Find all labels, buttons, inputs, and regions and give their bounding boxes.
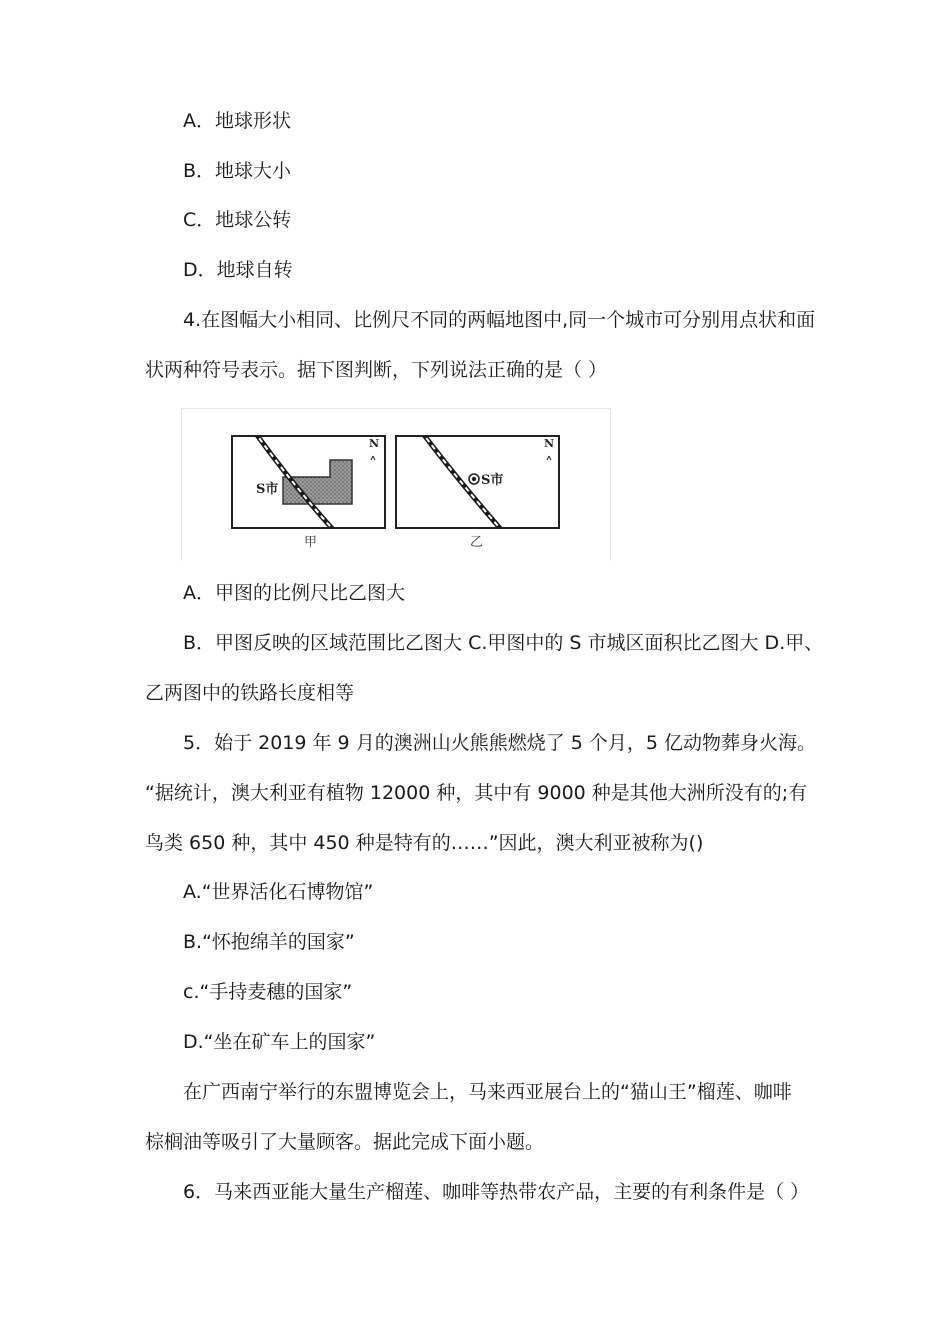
north-label-right: N [544, 437, 555, 450]
city-label-right: S市 [481, 473, 504, 488]
north-label-left: N [369, 437, 380, 450]
q5-option-d: D.“坐在矿车上的国家” [183, 1031, 376, 1053]
map-right-yi [396, 431, 559, 550]
q6-line1: 6．马来西亚能大量生产榴莲、咖啡等热带农产品，主要的有利条件是（ ） [183, 1181, 810, 1203]
q5-line2: “据统计，澳大利亚有植物 12000 种，其中有 9000 种是其他大洲所没有的;有 [145, 782, 808, 804]
q5-option-c: c.“手持麦穗的国家” [183, 981, 353, 1003]
map-left-jia [232, 431, 385, 550]
q4-stem-line1: 4.在图幅大小相同、比例尺不同的两幅地图中,同一个城市可分别用点状和面 [183, 309, 816, 331]
q5-line1: 5．始于 2019 年 9 月的澳洲山火熊熊燃烧了 5 个月，5 亿动物葬身火海。 [183, 732, 816, 754]
intro-line2: 棕榈油等吸引了大量顾客。据此完成下面小题。 [145, 1131, 545, 1153]
q3-option-d: D．地球自转 [183, 259, 293, 281]
city-label-left: S市 [256, 482, 279, 497]
q4-stem-line2: 状两种符号表示。据下图判断，下列说法正确的是（ ） [145, 359, 608, 381]
map-caption-yi: 乙 [470, 535, 484, 550]
intro-line1: 在广西南宁举行的东盟博览会上，马来西亚展台上的“猫山王”榴莲、咖啡 [183, 1081, 792, 1103]
q4-option-bcd-line1: B．甲图反映的区域范围比乙图大 C.甲图中的 S 市城区面积比乙图大 D.甲、 [183, 632, 824, 654]
q4-option-bcd-line2: 乙两图中的铁路长度相等 [145, 682, 355, 704]
map-caption-jia: 甲 [304, 535, 318, 550]
q3-option-c: C．地球公转 [183, 209, 292, 231]
map-comparison-figure [181, 408, 611, 561]
q5-option-a: A.“世界活化石博物馆” [183, 881, 374, 903]
q4-option-a: A．甲图的比例尺比乙图大 [183, 582, 405, 604]
q3-option-a: A．地球形状 [183, 110, 291, 132]
q5-option-b: B.“怀抱绵羊的国家” [183, 931, 355, 953]
q3-option-b: B．地球大小 [183, 160, 292, 182]
q5-line3: 鸟类 650 种，其中 450 种是特有的……”因此，澳大利亚被称为() [145, 832, 704, 854]
